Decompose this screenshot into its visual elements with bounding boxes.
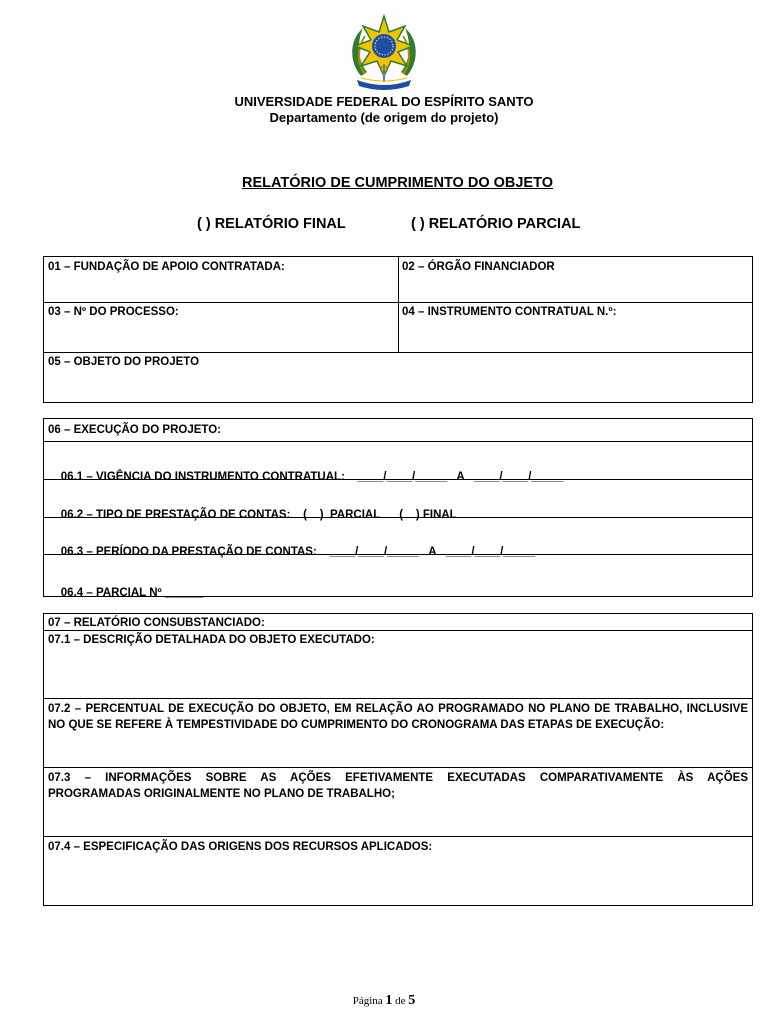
department-name: Departamento (de origem do projeto) — [269, 110, 499, 125]
field-03-process-number[interactable] — [44, 302, 398, 352]
field-06-project-execution — [44, 420, 752, 440]
page-total: 5 — [408, 993, 416, 1008]
field-06-4-partial-number[interactable] — [44, 567, 752, 619]
field-05-project-object[interactable] — [44, 352, 752, 402]
field-07-2-execution-percentage[interactable] — [44, 699, 752, 767]
field-07-3-executed-actions[interactable] — [44, 768, 752, 836]
brazil-coat-of-arms-emblem — [343, 14, 425, 94]
page-word: Página — [352, 995, 383, 1007]
page-of: de — [395, 995, 406, 1007]
field-label-line2: NO QUE SE REFERE À TEMPESTIVIDADE DO CUMPRIMENTO DO CRONOGRAMA DAS ETAPAS DE EXECUÇÃO: — [48, 719, 665, 731]
field-label: 04 – INSTRUMENTO CONTRATUAL N.º: — [402, 306, 617, 318]
field-01-support-foundation[interactable] — [44, 257, 398, 302]
field-label: 06.3 – PERÍODO DA PRESTAÇÃO DE CONTAS: ____/____/_____ A ____/____/_____ — [60, 546, 536, 558]
option-final-report[interactable]: ( ) RELATÓRIO FINAL — [197, 216, 346, 232]
page-number — [0, 993, 768, 1009]
field-label: 01 – FUNDAÇÃO DE APOIO CONTRATADA: — [48, 261, 285, 273]
field-02-funding-agency[interactable] — [398, 257, 752, 302]
field-07-4-resource-origins[interactable] — [44, 837, 752, 905]
page-title: RELATÓRIO DE CUMPRIMENTO DO OBJETO — [242, 175, 553, 191]
project-execution-table — [43, 418, 753, 597]
field-04-contract-instrument[interactable] — [398, 302, 752, 352]
row-divider — [44, 441, 752, 442]
field-label-line2: PROGRAMADAS ORIGINALMENTE NO PLANO DE TRABALHO; — [48, 788, 395, 800]
field-label: 06.2 – TIPO DE PRESTAÇÃO DE CONTAS: ( ) PARCIAL ( ) FINAL — [60, 509, 457, 521]
field-label: 07.4 – ESPECIFICAÇÃO DAS ORIGENS DOS RECURSOS APLICADOS: — [48, 841, 433, 853]
field-label: 05 – OBJETO DO PROJETO — [48, 356, 200, 368]
field-label: 02 – ÓRGÃO FINANCIADOR — [402, 261, 555, 273]
field-label: 06.1 – VIGÊNCIA DO INSTRUMENTO CONTRATUAL: ____/____/_____ A ____/____/_____ — [60, 471, 564, 483]
field-label: 06.4 – PARCIAL Nº ______ — [60, 587, 204, 599]
field-label-line1: 07.2 – PERCENTUAL DE EXECUÇÃO DO OBJETO, EM RELAÇÃO AO PROGRAMADO NO PLANO DE TRABALHO, INCLUSIVE — [48, 703, 748, 715]
page-current: 1 — [385, 993, 393, 1008]
field-07-1-object-description[interactable] — [44, 630, 752, 698]
field-label-line1: 07.3 – INFORMAÇÕES SOBRE AS AÇÕES EFETIVAMENTE EXECUTADAS COMPARATIVAMENTE ÀS AÇÕES — [48, 772, 748, 784]
field-label: 03 – Nº DO PROCESSO: — [48, 306, 179, 318]
university-name: UNIVERSIDADE FEDERAL DO ESPÍRITO SANTO — [234, 94, 534, 109]
field-label: 06 – EXECUÇÃO DO PROJETO: — [48, 424, 221, 436]
option-partial-report[interactable]: ( ) RELATÓRIO PARCIAL — [411, 216, 581, 232]
field-label: 07.1 – DESCRIÇÃO DETALHADA DO OBJETO EXECUTADO: — [48, 634, 375, 646]
field-label: 07 – RELATÓRIO CONSUBSTANCIADO: — [48, 617, 265, 629]
project-info-table — [43, 256, 753, 403]
substantiated-report-table — [43, 613, 753, 906]
